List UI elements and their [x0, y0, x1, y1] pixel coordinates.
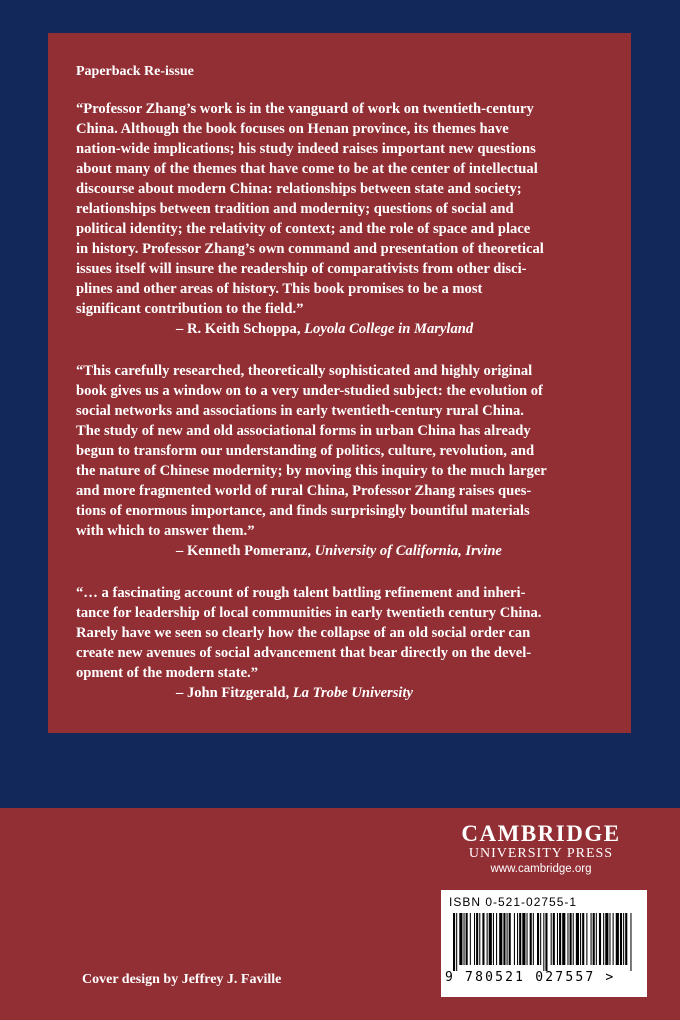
publisher-name: CAMBRIDGE: [461, 821, 621, 846]
publisher-url: www.cambridge.org: [490, 863, 592, 875]
barcode-icon: [449, 913, 639, 971]
barcode-bar: [596, 913, 597, 965]
barcode-bar: [623, 913, 624, 965]
barcode-bar: [527, 913, 528, 965]
barcode-bar: [519, 913, 521, 965]
barcode-bar: [620, 913, 622, 965]
isbn-text: ISBN 0-521-02755-1: [449, 895, 578, 909]
barcode-bar: [470, 913, 471, 965]
barcode-bar: [551, 913, 552, 965]
barcode-bar: [482, 913, 484, 965]
barcode-bar: [540, 913, 541, 965]
barcode-box: [441, 890, 647, 997]
barcode-bar: [543, 913, 544, 971]
barcode-bar: [453, 913, 455, 971]
barcode-number: 9 780521 027557 >: [445, 970, 616, 985]
barcode-bar: [537, 913, 539, 965]
publisher-subtitle: UNIVERSITY PRESS: [468, 846, 614, 861]
barcode-bar: [603, 913, 604, 965]
barcode-bar: [599, 913, 601, 965]
barcode-bar: [553, 913, 555, 965]
barcode-bar: [476, 913, 478, 965]
barcode-bar: [559, 913, 561, 965]
barcode-bar: [573, 913, 574, 965]
barcode-bar: [545, 913, 547, 971]
reissue-label: Paperback Re-issue: [76, 64, 194, 79]
blurb-attribution-3: – John Fitzgerald, La Trobe University: [176, 685, 413, 701]
barcode-bar: [479, 913, 480, 965]
barcode-bar: [557, 913, 558, 965]
cover-design-credit: Cover design by Jeffrey J. Faville: [82, 972, 282, 987]
blurb-attribution-2: – Kenneth Pomeranz, University of California, Irvine: [176, 543, 502, 559]
barcode-bar: [496, 913, 497, 965]
barcode-bar: [499, 913, 502, 965]
barcode-bar: [593, 913, 595, 965]
blurb-quote-1: “Professor Zhang’s work is in the vanguard of work on twentieth-century China. Although the book focuses on Henan province, its themes have nation-wide implications; his study indeed raises important new questions about many of the themes that have come to be at the center of intellectual discourse about modern China: relationships between state and society; relationships between tradition and modernity; questions of social and political identity; the relativity of context; and the role of space and place in history. Professor Zhang’s own command and presentation of theoretical issues itself will insure the readership of comparativists from other disci- plines and other areas of history. This book promises to be a most significant contribution to the field.”: [76, 101, 544, 317]
barcode-bar: [613, 913, 614, 965]
barcode-bar: [493, 913, 494, 965]
barcode-bar: [474, 913, 475, 965]
barcode-bar: [456, 913, 457, 971]
barcode-bar: [530, 913, 532, 965]
barcode-bar: [570, 913, 572, 965]
barcode-bar: [616, 913, 619, 965]
barcode-bar: [630, 913, 631, 971]
barcode-bar: [459, 913, 462, 965]
publisher-logo: [441, 822, 641, 877]
barcode-bar: [580, 913, 581, 965]
barcode-bar: [514, 913, 515, 965]
barcode-bar: [487, 913, 488, 965]
blurb-panel: [48, 33, 631, 733]
blurb-quote-3: “… a fascinating account of rough talent battling refinement and inheri- tance for leadership of local communities in early twentieth century China. Rarely have we seen so clearly how the collapse of an old social order can create new avenues of social advancement that bear directly on the devel- opment of the modern state.”: [76, 585, 542, 681]
barcode-bar: [605, 913, 608, 965]
barcode-bar: [609, 913, 610, 965]
barcode-bar: [507, 913, 508, 965]
barcode-bar: [533, 913, 534, 965]
barcode-bar: [576, 913, 579, 965]
barcode-bar: [582, 913, 584, 965]
barcode-bar: [586, 913, 587, 965]
blurb-attribution-1: – R. Keith Schoppa, Loyola College in Maryland: [176, 321, 474, 337]
barcode-bar: [489, 913, 492, 965]
barcode-bar: [464, 913, 465, 965]
barcode-bar: [517, 913, 518, 965]
barcode-bar: [591, 913, 592, 965]
barcode-bar: [509, 913, 511, 965]
barcode-bar: [503, 913, 505, 965]
barcode-bar: [466, 913, 468, 965]
barcode-bar: [562, 913, 565, 965]
blurb-quote-2: “This carefully researched, theoretically sophisticated and highly original book gives us a window on to a very under-studied subject: the evolution of social networks and associations in early twentieth-century rural China. The study of new and old associational forms in urban China has already begun to transform our understanding of politics, culture, revolution, and the nature of Chinese modernity; by moving this inquiry to the much larger and more fragmented world of rural China, Professor Zhang raises ques- tions of enormous importance, and finds surprisingly bountiful materials with which to answer them.”: [76, 363, 547, 539]
barcode-bar: [567, 913, 568, 965]
barcode-bar: [625, 913, 627, 965]
barcode-bar: [522, 913, 525, 965]
